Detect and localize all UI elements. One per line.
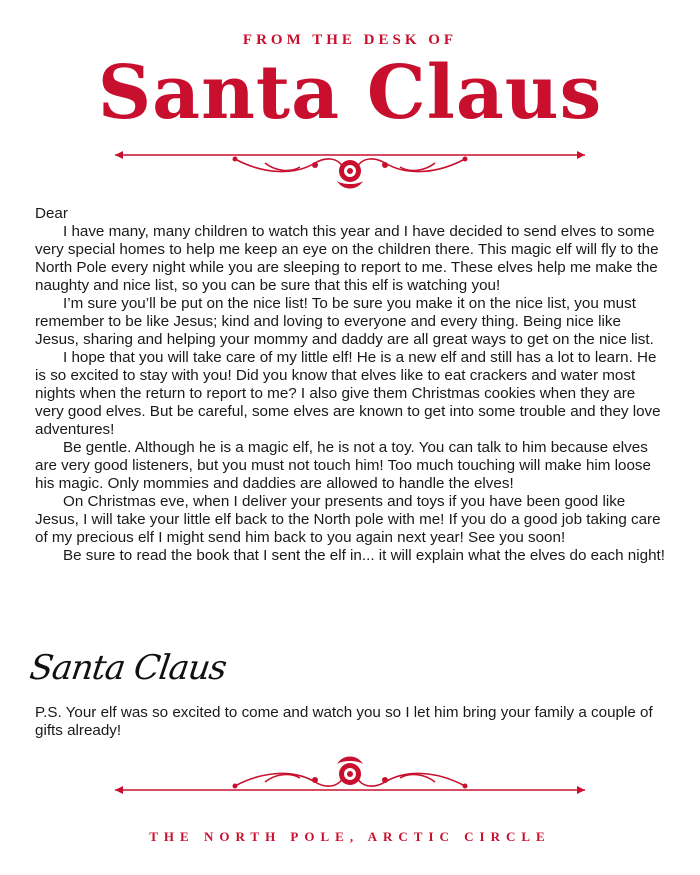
top-flourish-ornament (115, 145, 585, 195)
letter-body (35, 205, 665, 565)
letter-paragraph: I’m sure you’ll be put on the nice list! To be sure you make it on the nice list, you must remember to be like Jesus; kind and loving to everyone and every thing. Being nice like Jesus, sharing and helping your mommy and daddy are all great ways to get on the nice list. (35, 295, 654, 348)
letter-paragraph: I hope that you will take care of my little elf! He is a new elf and still has a lot to learn. He is so excited to stay with you! Did you know that elves like to eat crackers and water most nights when the return to report to me? I also give them Christmas cookies when they are very good elves. But be careful, some elves are known to get into some trouble and they love adventures! (35, 349, 661, 438)
letter-paragraph: Be sure to read the book that I sent the elf in... it will explain what the elves do each night! (63, 547, 665, 564)
bottom-flourish-ornament (115, 750, 585, 800)
letter-paragraph: I have many, many children to watch this year and I have decided to send elves to some very special homes to help me keep an eye on the children there. This magic elf will fly to the North Pole every night while you are sleeping to report to me. These elves help me make the naughty and nice list, so you can be sure that this elf is watching you! (35, 223, 659, 294)
letter-paragraph: Be gentle. Although he is a magic elf, he is not a toy. You can talk to him because elves are very good listeners, but you must not touch him! Too much touching will make him loose his magic. Only mommies and daddies are allowed to handle the elves! (35, 439, 651, 492)
footer-address: THE NORTH POLE, ARCTIC CIRCLE (149, 829, 551, 844)
letter-greeting: Dear (35, 205, 68, 222)
header-title: Santa Claus (97, 50, 603, 136)
signature: Santa Claus (27, 648, 229, 688)
letter-paragraph: On Christmas eve, when I deliver your presents and toys if you have been good like Jesus, I will take your little elf back to the North pole with me! If you do a good job taking care of my precious elf I might send him back to you again next year! See you soon! (35, 493, 661, 546)
postscript: P.S. Your elf was so excited to come and watch you so I let him bring your family a couple of gifts already! (35, 704, 653, 739)
header-kicker: FROM THE DESK OF (242, 32, 458, 48)
